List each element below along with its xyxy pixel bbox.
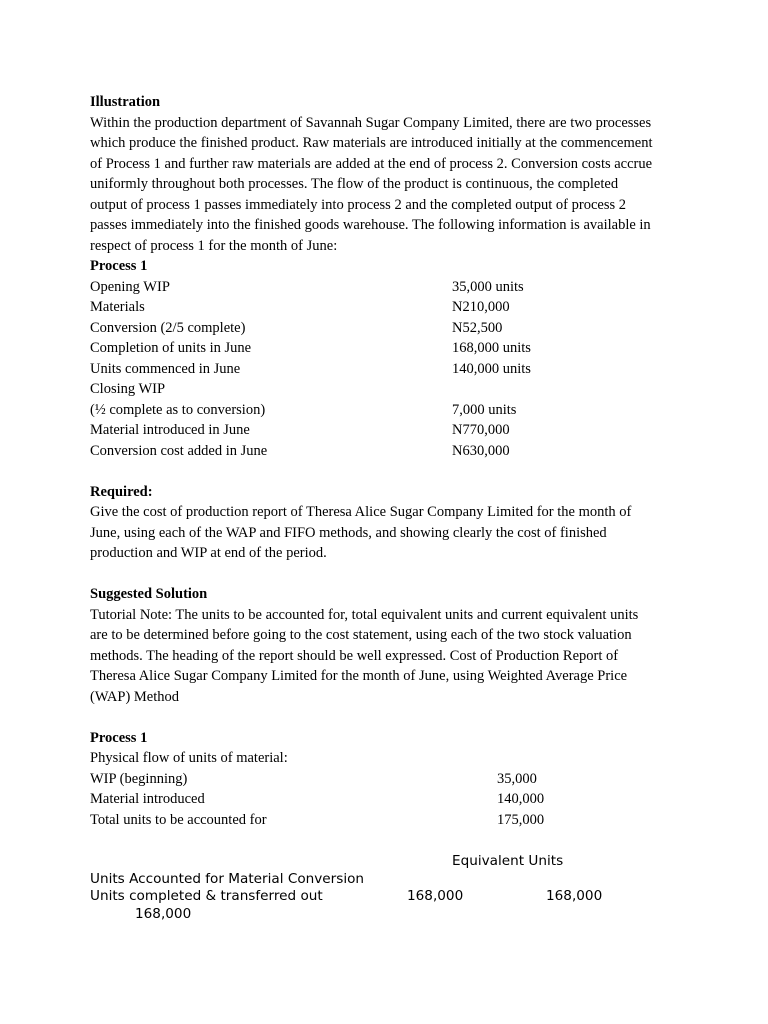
spacer (90, 564, 690, 585)
data-row (90, 379, 690, 400)
row-value: N52,500 (452, 319, 503, 336)
row-label: Completion of units in June (90, 340, 252, 356)
spacer (90, 707, 690, 728)
flow-row (90, 810, 690, 831)
required-paragraph (90, 502, 690, 564)
row-value: N770,000 (452, 422, 510, 438)
paragraph-line: passes immediately into the finished goods warehouse. The following information is available in (90, 217, 651, 233)
illustration-paragraph (90, 113, 690, 257)
data-row (90, 441, 690, 462)
paragraph-line: Give the cost of production report of Theresa Alice Sugar Company Limited for the month of (90, 504, 632, 520)
data-row (90, 338, 690, 359)
row-value: 35,000 units (452, 278, 524, 295)
row-label: Materials (90, 299, 145, 315)
physical-flow-subheading: Physical flow of units of material: (90, 750, 288, 766)
row-value: 140,000 (497, 791, 545, 807)
process1-heading: Process 1 (90, 258, 148, 274)
equivalent-header-line: Units Accounted for Material Conversion (90, 870, 365, 887)
equivalent-row (90, 888, 690, 906)
spacer (90, 830, 690, 851)
material-value: 168,000 (407, 888, 464, 904)
physical-flow-table (90, 769, 690, 831)
paragraph-line: which produce the finished product. Raw materials are introduced initially at the commencement (90, 135, 653, 151)
process1-flow-heading: Process 1 (90, 729, 148, 746)
paragraph-line: output of process 1 passes immediately into process 2 and the completed output of process 2 (90, 196, 626, 213)
row-label: Total units to be accounted for (90, 811, 267, 828)
paragraph-line: Tutorial Note: The units to be accounted for, total equivalent units and current equivalent units (90, 606, 639, 623)
data-row (90, 400, 690, 421)
paragraph-line: respect of process 1 for the month of June: (90, 237, 338, 254)
row-label: (½ complete as to conversion) (90, 401, 266, 418)
equivalent-units-section (90, 851, 690, 924)
row-value: 35,000 (497, 770, 537, 787)
paragraph-line: June, using each of the WAP and FIFO methods, and showing clearly the cost of finished (90, 524, 607, 541)
row-label: Units completed & transferred out (90, 888, 323, 904)
document-page (90, 92, 690, 923)
data-row (90, 420, 690, 441)
equivalent-units-heading: Equivalent Units (452, 852, 564, 869)
paragraph-line: of Process 1 and further raw materials are added at the end of process 2. Conversion costs accrue (90, 155, 653, 172)
row-value: N210,000 (452, 299, 510, 315)
paragraph-line: methods. The heading of the report should be well expressed. Cost of Production Report of (90, 647, 619, 664)
row-value: 175,000 (497, 811, 545, 828)
paragraph-line: Within the production department of Savannah Sugar Company Limited, there are two processes (90, 114, 652, 131)
data-row (90, 297, 690, 318)
paragraph-line: (WAP) Method (90, 688, 180, 705)
required-heading: Required: (90, 483, 153, 500)
data-row (90, 359, 690, 380)
paragraph-line: Theresa Alice Sugar Company Limited for the month of June, using Weighted Average Price (90, 668, 628, 684)
data-row (90, 277, 690, 298)
row-value: 168,000 units (452, 340, 531, 356)
row-label: Units commenced in June (90, 360, 241, 377)
row-label: Conversion (2/5 complete) (90, 319, 246, 336)
conversion-value: 168,000 (546, 888, 603, 904)
row-label: WIP (beginning) (90, 770, 188, 787)
row-label: Material introduced in June (90, 422, 250, 438)
row-value: 7,000 units (452, 401, 517, 418)
row-label: Closing WIP (90, 381, 166, 397)
flow-row (90, 769, 690, 790)
flow-row (90, 789, 690, 810)
units-value: 168,000 (135, 905, 192, 922)
row-label: Opening WIP (90, 278, 170, 295)
paragraph-line: production and WIP at end of the period. (90, 545, 327, 561)
paragraph-line: uniformly throughout both processes. The flow of the product is continuous, the completed (90, 176, 619, 192)
solution-paragraph (90, 605, 690, 708)
solution-heading: Suggested Solution (90, 586, 208, 602)
row-value: N630,000 (452, 442, 510, 459)
row-label: Conversion cost added in June (90, 442, 268, 459)
row-label: Material introduced (90, 791, 205, 807)
illustration-heading: Illustration (90, 94, 161, 110)
spacer (90, 461, 690, 482)
data-row (90, 318, 690, 339)
process1-data-table (90, 277, 690, 462)
paragraph-line: are to be determined before going to the cost statement, using each of the two stock valuation (90, 627, 632, 643)
row-value: 140,000 units (452, 360, 531, 377)
